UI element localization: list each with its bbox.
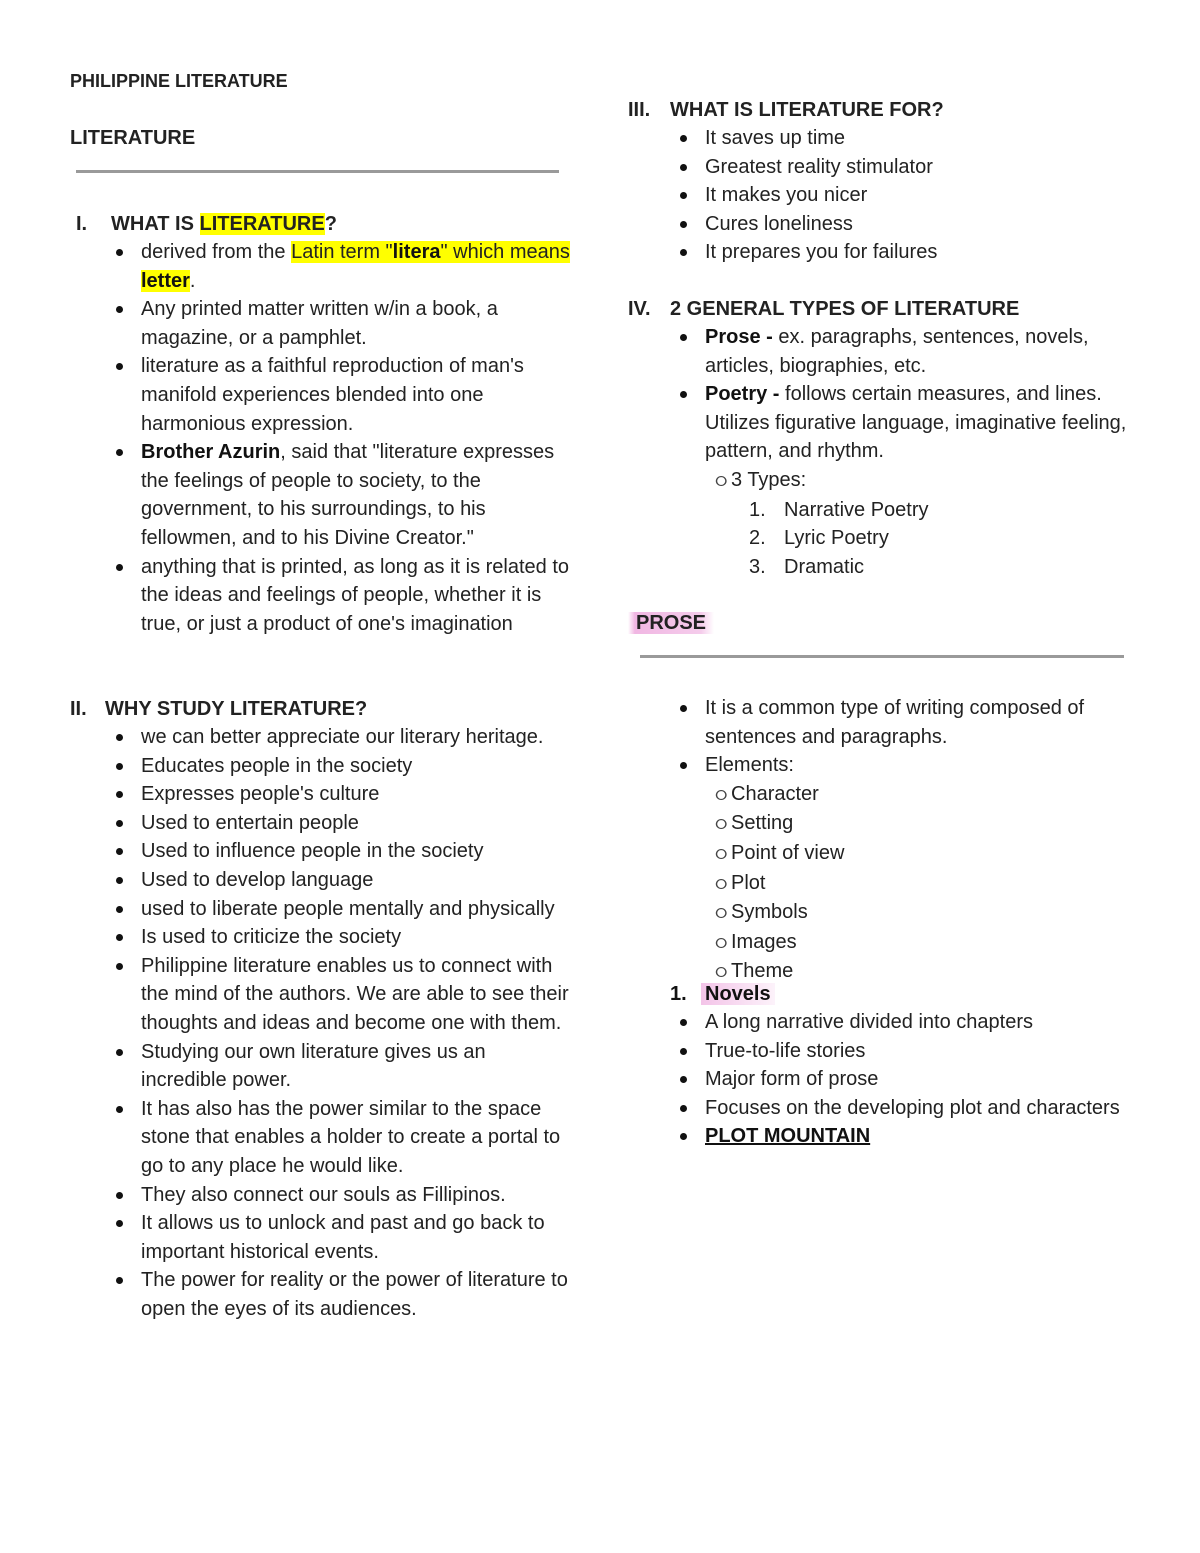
section-3-list xyxy=(634,124,1134,267)
list-item: Used to develop language xyxy=(70,866,570,895)
section-4-heading: IV. 2 GENERAL TYPES OF LITERATURE xyxy=(628,298,1020,320)
list-item: A long narrative divided into chapters xyxy=(634,1008,1134,1037)
element-item: ⵔ Character xyxy=(715,780,1134,810)
list-item: True-to-life stories xyxy=(634,1037,1134,1066)
literature-heading: LITERATURE xyxy=(70,127,196,149)
circle-bullet-icon: ⵔ xyxy=(715,786,728,803)
circle-bullet-icon: ⵔ xyxy=(715,875,728,892)
list-item: Greatest reality stimulator xyxy=(634,153,1134,182)
highlight-literature: LITERATURE xyxy=(199,213,325,235)
prose-list xyxy=(634,694,1134,987)
element-item: ⵔ Setting xyxy=(715,809,1134,839)
list-item-prose: Prose - ex. paragraphs, sentences, novels, articles, biographies, etc. xyxy=(634,323,1134,380)
novels-heading: 1. Novels xyxy=(670,980,775,1009)
list-item: literature as a faithful reproduction of man's manifold experiences blended into one harmonious expression. xyxy=(70,352,570,438)
element-item: ⵔ Plot xyxy=(715,869,1134,899)
list-item: It is a common type of writing composed of sentences and paragraphs. xyxy=(634,694,1134,751)
list-item: They also connect our souls as Fillipinos. xyxy=(70,1181,570,1210)
list-item: 1. Narrative Poetry xyxy=(749,498,929,521)
list-item-elements: Elements: ⵔ Character ⵔ Setting ⵔ Point of view ⵔ Plot ⵔ Symbols ⵔ Images ⵔ Theme xyxy=(634,751,1134,987)
list-item: 2. Lyric Poetry xyxy=(749,527,889,550)
list-item: we can better appreciate our literary heritage. xyxy=(70,723,570,752)
element-item: ⵔ Theme xyxy=(715,957,1134,987)
circle-bullet-icon: ⵔ xyxy=(715,905,728,922)
section-2-heading: II. WHY STUDY LITERATURE? xyxy=(70,698,368,720)
circle-bullet-icon: ⵔ xyxy=(715,964,728,981)
section-1-list xyxy=(70,238,570,638)
list-item: used to liberate people mentally and physically xyxy=(70,895,570,924)
list-item-poetry: Poetry - follows certain measures, and lines. Utilizes figurative language, imaginative feeling, pattern, and rhythm. ⵔ 3 Types: 1. Narrative Poetry 2. Lyric Poetry 3. Dramatic xyxy=(634,380,1134,581)
element-item: ⵔ Symbols xyxy=(715,898,1134,928)
circle-bullet-icon: ⵔ xyxy=(715,472,728,489)
prose-heading: PROSE xyxy=(636,610,714,636)
list-item: Educates people in the society xyxy=(70,752,570,781)
elements-list xyxy=(715,780,1134,987)
section-1-number: I. xyxy=(76,213,88,235)
list-item: Cures loneliness xyxy=(634,210,1134,239)
list-item: The power for reality or the power of literature to open the eyes of its audiences. xyxy=(70,1266,570,1323)
list-item: Is used to criticize the society xyxy=(70,923,570,952)
section-2-number: II. xyxy=(70,698,87,720)
divider-prose xyxy=(640,655,1124,658)
document-title: PHILIPPINE LITERATURE xyxy=(70,71,288,91)
list-item: Used to entertain people xyxy=(70,809,570,838)
list-item: Brother Azurin, said that "literature expresses the feelings of people to society, to the government, to his surroundings, to his fellowmen, and to his Divine Creator." xyxy=(70,438,570,552)
list-item: derived from the Latin term "litera" which means letter. xyxy=(70,238,570,295)
element-item: ⵔ Point of view xyxy=(715,839,1134,869)
section-2-list xyxy=(70,723,570,1323)
list-item: It prepares you for failures xyxy=(634,238,1134,267)
section-1-heading: I. WHAT IS LITERATURE? xyxy=(76,213,337,235)
list-item-plot-mountain: PLOT MOUNTAIN xyxy=(634,1122,1134,1151)
list-item: Expresses people's culture xyxy=(70,780,570,809)
list-item: It allows us to unlock and past and go back to important historical events. xyxy=(70,1209,570,1266)
list-item: anything that is printed, as long as it is related to the ideas and feelings of people, whether it is true, or just a product of one's imagination xyxy=(70,553,570,639)
list-item: Used to influence people in the society xyxy=(70,837,570,866)
poetry-types-label: ⵔ 3 Types: xyxy=(715,466,1134,496)
section-3-heading: III. WHAT IS LITERATURE FOR? xyxy=(628,99,944,121)
poetry-types-list xyxy=(749,496,1134,582)
novels-list xyxy=(634,1008,1134,1151)
circle-bullet-icon: ⵔ xyxy=(715,845,728,862)
list-item: Any printed matter written w/in a book, a magazine, or a pamphlet. xyxy=(70,295,570,352)
list-item: Focuses on the developing plot and characters xyxy=(634,1094,1134,1123)
section-4-list xyxy=(634,323,1134,581)
list-item: Philippine literature enables us to connect with the mind of the authors. We are able to see their thoughts and ideas and become one with them. xyxy=(70,952,570,1038)
list-item: 3. Dramatic xyxy=(749,555,865,578)
list-item: Studying our own literature gives us an incredible power. xyxy=(70,1038,570,1095)
divider-literature xyxy=(76,170,559,173)
circle-bullet-icon: ⵔ xyxy=(715,934,728,951)
highlight-latin-term: Latin term "litera" which means letter xyxy=(141,241,570,292)
section-3-number: III. xyxy=(628,99,651,121)
circle-bullet-icon: ⵔ xyxy=(715,816,728,833)
list-item: It saves up time xyxy=(634,124,1134,153)
list-item: It has also has the power similar to the space stone that enables a holder to create a portal to go to any place he would like. xyxy=(70,1095,570,1181)
list-item: It makes you nicer xyxy=(634,181,1134,210)
list-item: Major form of prose xyxy=(634,1065,1134,1094)
section-4-number: IV. xyxy=(628,298,651,320)
element-item: ⵔ Images xyxy=(715,928,1134,958)
